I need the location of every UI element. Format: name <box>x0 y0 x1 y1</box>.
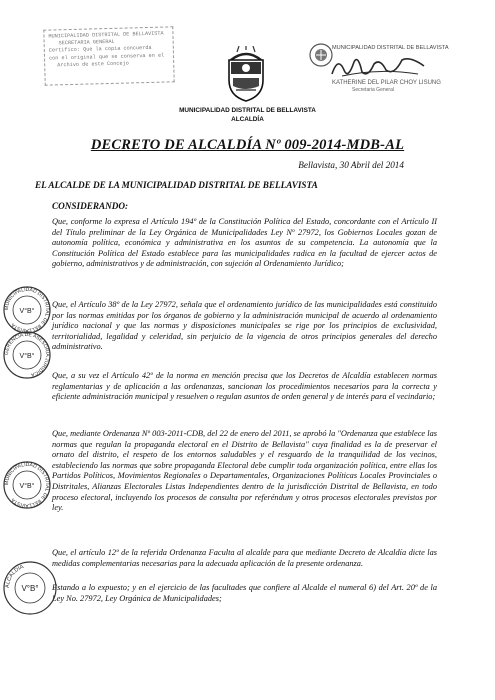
approval-seal-2 <box>2 330 52 380</box>
svg-text:V°B°: V°B° <box>19 308 35 315</box>
approval-seal-1 <box>2 285 52 335</box>
handwritten-signature <box>328 52 428 82</box>
paragraph-6: Estando a lo expuesto; y en el ejercicio de las facultades que confiere al Alcalde el numeral 6) del Art. 20º de la Ley No. 27972, Ley Orgánica de Municipalidades; <box>52 583 437 603</box>
decree-date: Bellavista, 30 Abril del 2014 <box>298 160 404 170</box>
svg-text:V°B°: V°B° <box>19 483 35 490</box>
certification-stamp <box>43 26 174 85</box>
decree-title: DECRETO DE ALCALDÍA Nº 009-2014-MDB-AL <box>90 137 405 153</box>
signer-role: Secretaria General <box>352 87 394 93</box>
paragraph-2: Que, el Artículo 38º de la Ley 27972, señala que el ordenamiento jurídico de las municipalidades está constituido por las normas emitidas por los órganos de gobierno y la administración municipal de acuerdo al ordenamiento jurídico nacional y que las normas y disposiciones municipales se rige por los principios de exclusividad, territorialidad, legalidad y celeridad, sin perjuicio de la vigencia de otros principios generales del derecho administrativo. <box>52 300 437 352</box>
considerando-heading: CONSIDERANDO: <box>52 201 129 211</box>
cert-line: SECRETARIA GENERAL <box>58 39 115 47</box>
approval-seal-3 <box>2 460 52 510</box>
paragraph-4: Que, mediante Ordenanza Nº 003-2011-CDB, del 22 de enero del 2011, se aprobó la "Ordenanza que establece las normas que regulan la propaganda electoral en el Distrito de Bellavista" cuya finalidad es la de preservar el ornato del distrito, el respeto de los entornos saludables y el resguardo de la tranquilidad de los vecinos, estableciendo las normas que sobre propaganda Electoral debe cumplir toda organización política, entre ellas los Partidos Políticos, Movimientos Regionales o Departamentales, Organizaciones Políticas Locales Provinciales o Distritales, Alianzas Electorales Listas Independientes dentro de la jurisdicción Distrital de Bellavista, en todo proceso electoral, incluyendo los procesos de consulta por referéndum y otros procesos electorales previstos por ley. <box>52 429 437 513</box>
paragraph-5: Que, el artículo 12º de la referida Ordenanza Faculta al alcalde para que mediante Decreto de Alcaldía dicte las medidas complementarias necesarias para la adecuada aplicación de la presente ordenanza. <box>52 548 437 568</box>
issuing-authority: EL ALCALDE DE LA MUNICIPALIDAD DISTRITAL DE BELLAVISTA <box>35 180 318 190</box>
cert-line: con el original que se conserva en el <box>48 52 165 62</box>
paragraph-3: Que, a su vez el Artículo 42º de la norma en mención precisa que los Decretos de Alcaldía establecen normas reglamentarias y de aplicación a las ordenanzas, sancionan los procedimientos necesarios para la correcta y eficiente administración municipal y resuelven o regulan asuntos de orden general y de interés para el vecindario; <box>52 371 437 402</box>
cert-line: MUNICIPALIDAD DISTRITAL DE BELLAVISTA <box>48 30 164 40</box>
institution-name: MUNICIPALIDAD DISTRITAL DE BELLAVISTA <box>179 107 316 114</box>
cert-line: Certifico: Que la copia concuerda <box>48 45 152 54</box>
cert-line: Archivo de este Concejo <box>57 60 129 69</box>
signature-stamp-heading: MUNICIPALIDAD DISTRITAL DE BELLAVISTA <box>332 45 449 51</box>
institution-subtitle: ALCALDÍA <box>231 116 264 123</box>
svg-text:MUNICIPALIDAD DISTRITAL DE BEL: MUNICIPALIDAD DISTRITAL DE BELLAVISTA <box>3 461 51 509</box>
approval-seal-4 <box>2 560 58 616</box>
svg-text:ALCALDIA: ALCALDIA <box>4 564 25 589</box>
municipal-crest-icon <box>225 46 267 102</box>
svg-text:V°B°: V°B° <box>19 353 35 360</box>
svg-text:V°B°: V°B° <box>21 584 39 593</box>
signer-name: KATHERINE DEL PILAR CHOY LISUNG <box>332 80 441 86</box>
signature-stamp <box>308 42 456 110</box>
svg-text:GERENCIA DE ASESORIA JURIDICA: GERENCIA DE ASESORIA JURIDICA <box>3 331 51 378</box>
svg-text:MUNICIPALIDAD DISTRITAL DE BEL: MUNICIPALIDAD DISTRITAL DE BELLAVISTA <box>3 286 51 334</box>
paragraph-1: Que, conforme lo expresa el Artículo 194º de la Constitución Política del Estado, concordante con el Artículo II del Título preliminar de la Ley Orgánica de Municipalidades Ley Nº 27972, los Gobiernos Locales gozan de autonomía política, económica y administrativa en los asuntos de su competencia. La autonomía que la Constitución Política del Estado establece para las municipalidades radica en la facultad de ejercer actos de gobierno, administrativos y de administración, con sujeción al Ordenamiento Jurídico; <box>52 217 437 269</box>
